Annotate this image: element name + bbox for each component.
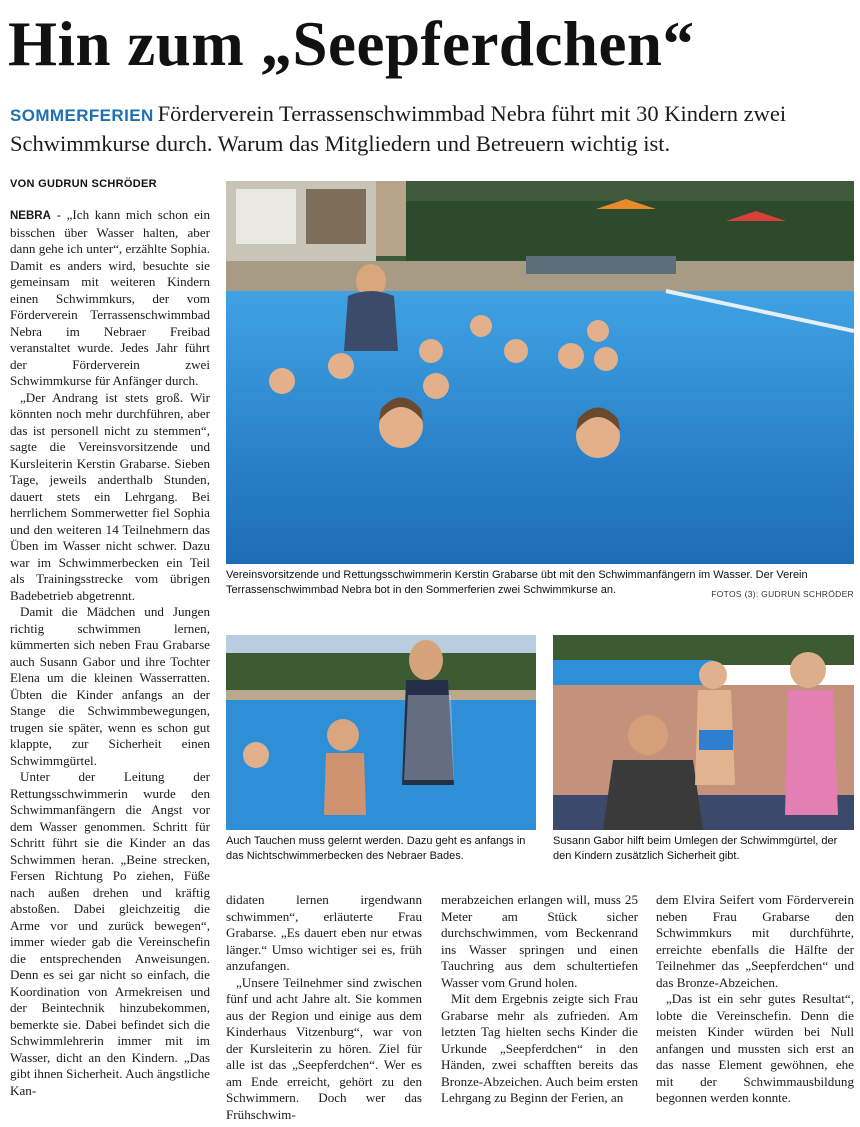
paragraph <box>10 207 210 390</box>
diving-lesson-image <box>226 635 536 830</box>
pool-lesson-image <box>226 181 854 564</box>
paragraph: Unter der Leitung der Rettungsschwimmerin wurde den Schwimmanfängern die Angst vor dem Wasser genommen. Schritt für Schritt führt sie die Kinder an das Schwimmen heran. „Beine strecken, Fersen Richtung Po ziehen, Füße nach außen drehen und kräftig abstoßen. Dabei gleichzeitig die Arme vor und zurück bewegen“, immer wieder gab die Vereinschefin die entsprechenden Anweisungen. Denn es sei gar nicht so einfach, die Koordination von Armekreisen und der Beintechnik hinzubekommen, bemerkte sie. Dabei befindet sich die Schwimmlehrerin immer mit im Wasser, dicht an den Kindern. „Das gibt ihnen Sicherheit. Auch ängstliche Kan- <box>10 769 210 1098</box>
paragraph: Mit dem Ergebnis zeigte sich Frau Grabarse mehr als zufrieden. Am letzten Tag hielten sechs Kinder die Urkunde „Seepferdchen“ in den Händen, zwei schafften bereits das Bronze-Abzeichen. Auch beim ersten Lehrgang zu Beginn der Ferien, an <box>441 991 638 1105</box>
main-photo-caption: Vereinsvorsitzende und Rettungsschwimmerin Kerstin Grabarse übt mit den Schwimmanfängern im Wasser. Der Verein Terrassenschwimmbad Nebra bot in den Sommerferien zwei Schwimmkurse an. <box>226 569 808 596</box>
deck <box>10 100 852 158</box>
article-column-4 <box>656 892 854 1122</box>
main-photo <box>226 181 854 564</box>
photo-credit: FOTOS (3): GUDRUN SCHRÖDER <box>711 589 854 599</box>
dateline: NEBRA <box>10 210 51 222</box>
diving-photo-caption: Auch Tauchen muss gelernt werden. Dazu geht es anfangs in das Nichtschwimmerbecken des Nebraer Bades. <box>226 835 526 862</box>
swim-belt-photo-caption: Susann Gabor hilft beim Umlegen der Schwimmgürtel, der den Kindern zusätzlich Sicherheit gibt. <box>553 835 838 862</box>
byline: VON GUDRUN SCHRÖDER <box>10 178 157 190</box>
article-column-3 <box>441 892 638 1122</box>
swim-belt-photo <box>553 635 854 830</box>
paragraph: „Das ist ein sehr gutes Resultat“, lobte die Vereinschefin. Denn die meisten Kinder würden bei Null anfangen und mussten sich erst an das nasse Element gewöhnen, ehe mit der Schwimmausbildung begonnen werden konnte. <box>656 991 854 1105</box>
paragraph: Damit die Mädchen und Jungen richtig schwimmen lernen, kümmerten sich neben Frau Grabarse auch Susann Gabor und ihre Tochter Elena um die kleinen Wasserratten. Übten die Kinder anfangs an der Stange die Schwimmbewegungen, trugen sie später, wenn es schon gut klappte, zur Sicherheit einen Schwimmgürtel. <box>10 604 210 768</box>
paragraph: didaten lernen irgendwann schwimmen“, erläuterte Frau Grabarse. „Es dauert eben nur etwas länger.“ Umso wichtiger sei es, früh anzufangen. <box>226 892 422 973</box>
article-column-1 <box>10 207 210 1122</box>
diving-photo <box>226 635 536 830</box>
article-column-2 <box>226 892 422 1122</box>
paragraph: dem Elvira Seifert vom Förderverein neben Frau Grabarse den Schwimmkurs mit durchführte, erreichte ebenfalls die Hälfte der Teilnehmer das „Seepferdchen“ und das Bronze-Abzeichen. <box>656 892 854 990</box>
paragraph-text: - „Ich kann mich schon ein bisschen über Wasser halten, aber dann gehe ich unter“, erzählte Sophia. Damit es anders wird, besuchte sie gemeinsam mit weiteren Kindern einen Schwimmkurs, der vom Förderverein Terrassenschwimmbad Nebra im Nebraer Freibad veranstaltet wurde. Jedes Jahr führt der Förderverein zwei Schwimmkurse für Anfänger durch. <box>10 207 210 388</box>
deck-text: Förderverein Terrassenschwimmbad Nebra führt mit 30 Kindern zwei Schwimmkurse durch. Warum das Mitgliedern und Betreuern wichtig ist. <box>10 101 787 156</box>
paragraph: merabzeichen erlangen will, muss 25 Meter am Stück sicher durchschwimmen, vom Beckenrand ins Wasser springen und einen Tauchring aus dem schultertiefen Wasser vom Grund holen. <box>441 892 638 990</box>
kicker: SOMMERFERIEN <box>10 106 154 125</box>
swim-belt-image <box>553 635 854 830</box>
headline: Hin zum „Seepferdchen“ <box>8 9 695 79</box>
paragraph: „Der Andrang ist stets groß. Wir könnten noch mehr durchführen, aber das ist personell nicht zu stemmen“, sagte die Vereinsvorsitzende und Kursleiterin Kerstin Grabarse. Sieben Tage, jeweils anderthalb Stunden, dauert stets ein Lehrgang. Bei herrlichem Sommerwetter fiel Sophia und den weiteren 14 Teilnehmern das Üben im Wasser nicht schwer. Dazu war im Schwimmerbecken ein Teil als Trainingsstrecke vom übrigen Badebetrieb abgetrennt. <box>10 389 210 603</box>
paragraph: „Unsere Teilnehmer sind zwischen fünf und acht Jahre alt. Sie kommen aus der Region und einige aus dem Kinderhaus Vitzenburg“, war von der Kursleiterin zu hören. Ziel für alle ist das „Seepferdchen“. Wer es am Ende erreicht, gehört zu den Schwimmern. Doch wer das Frühschwim- <box>226 974 422 1122</box>
